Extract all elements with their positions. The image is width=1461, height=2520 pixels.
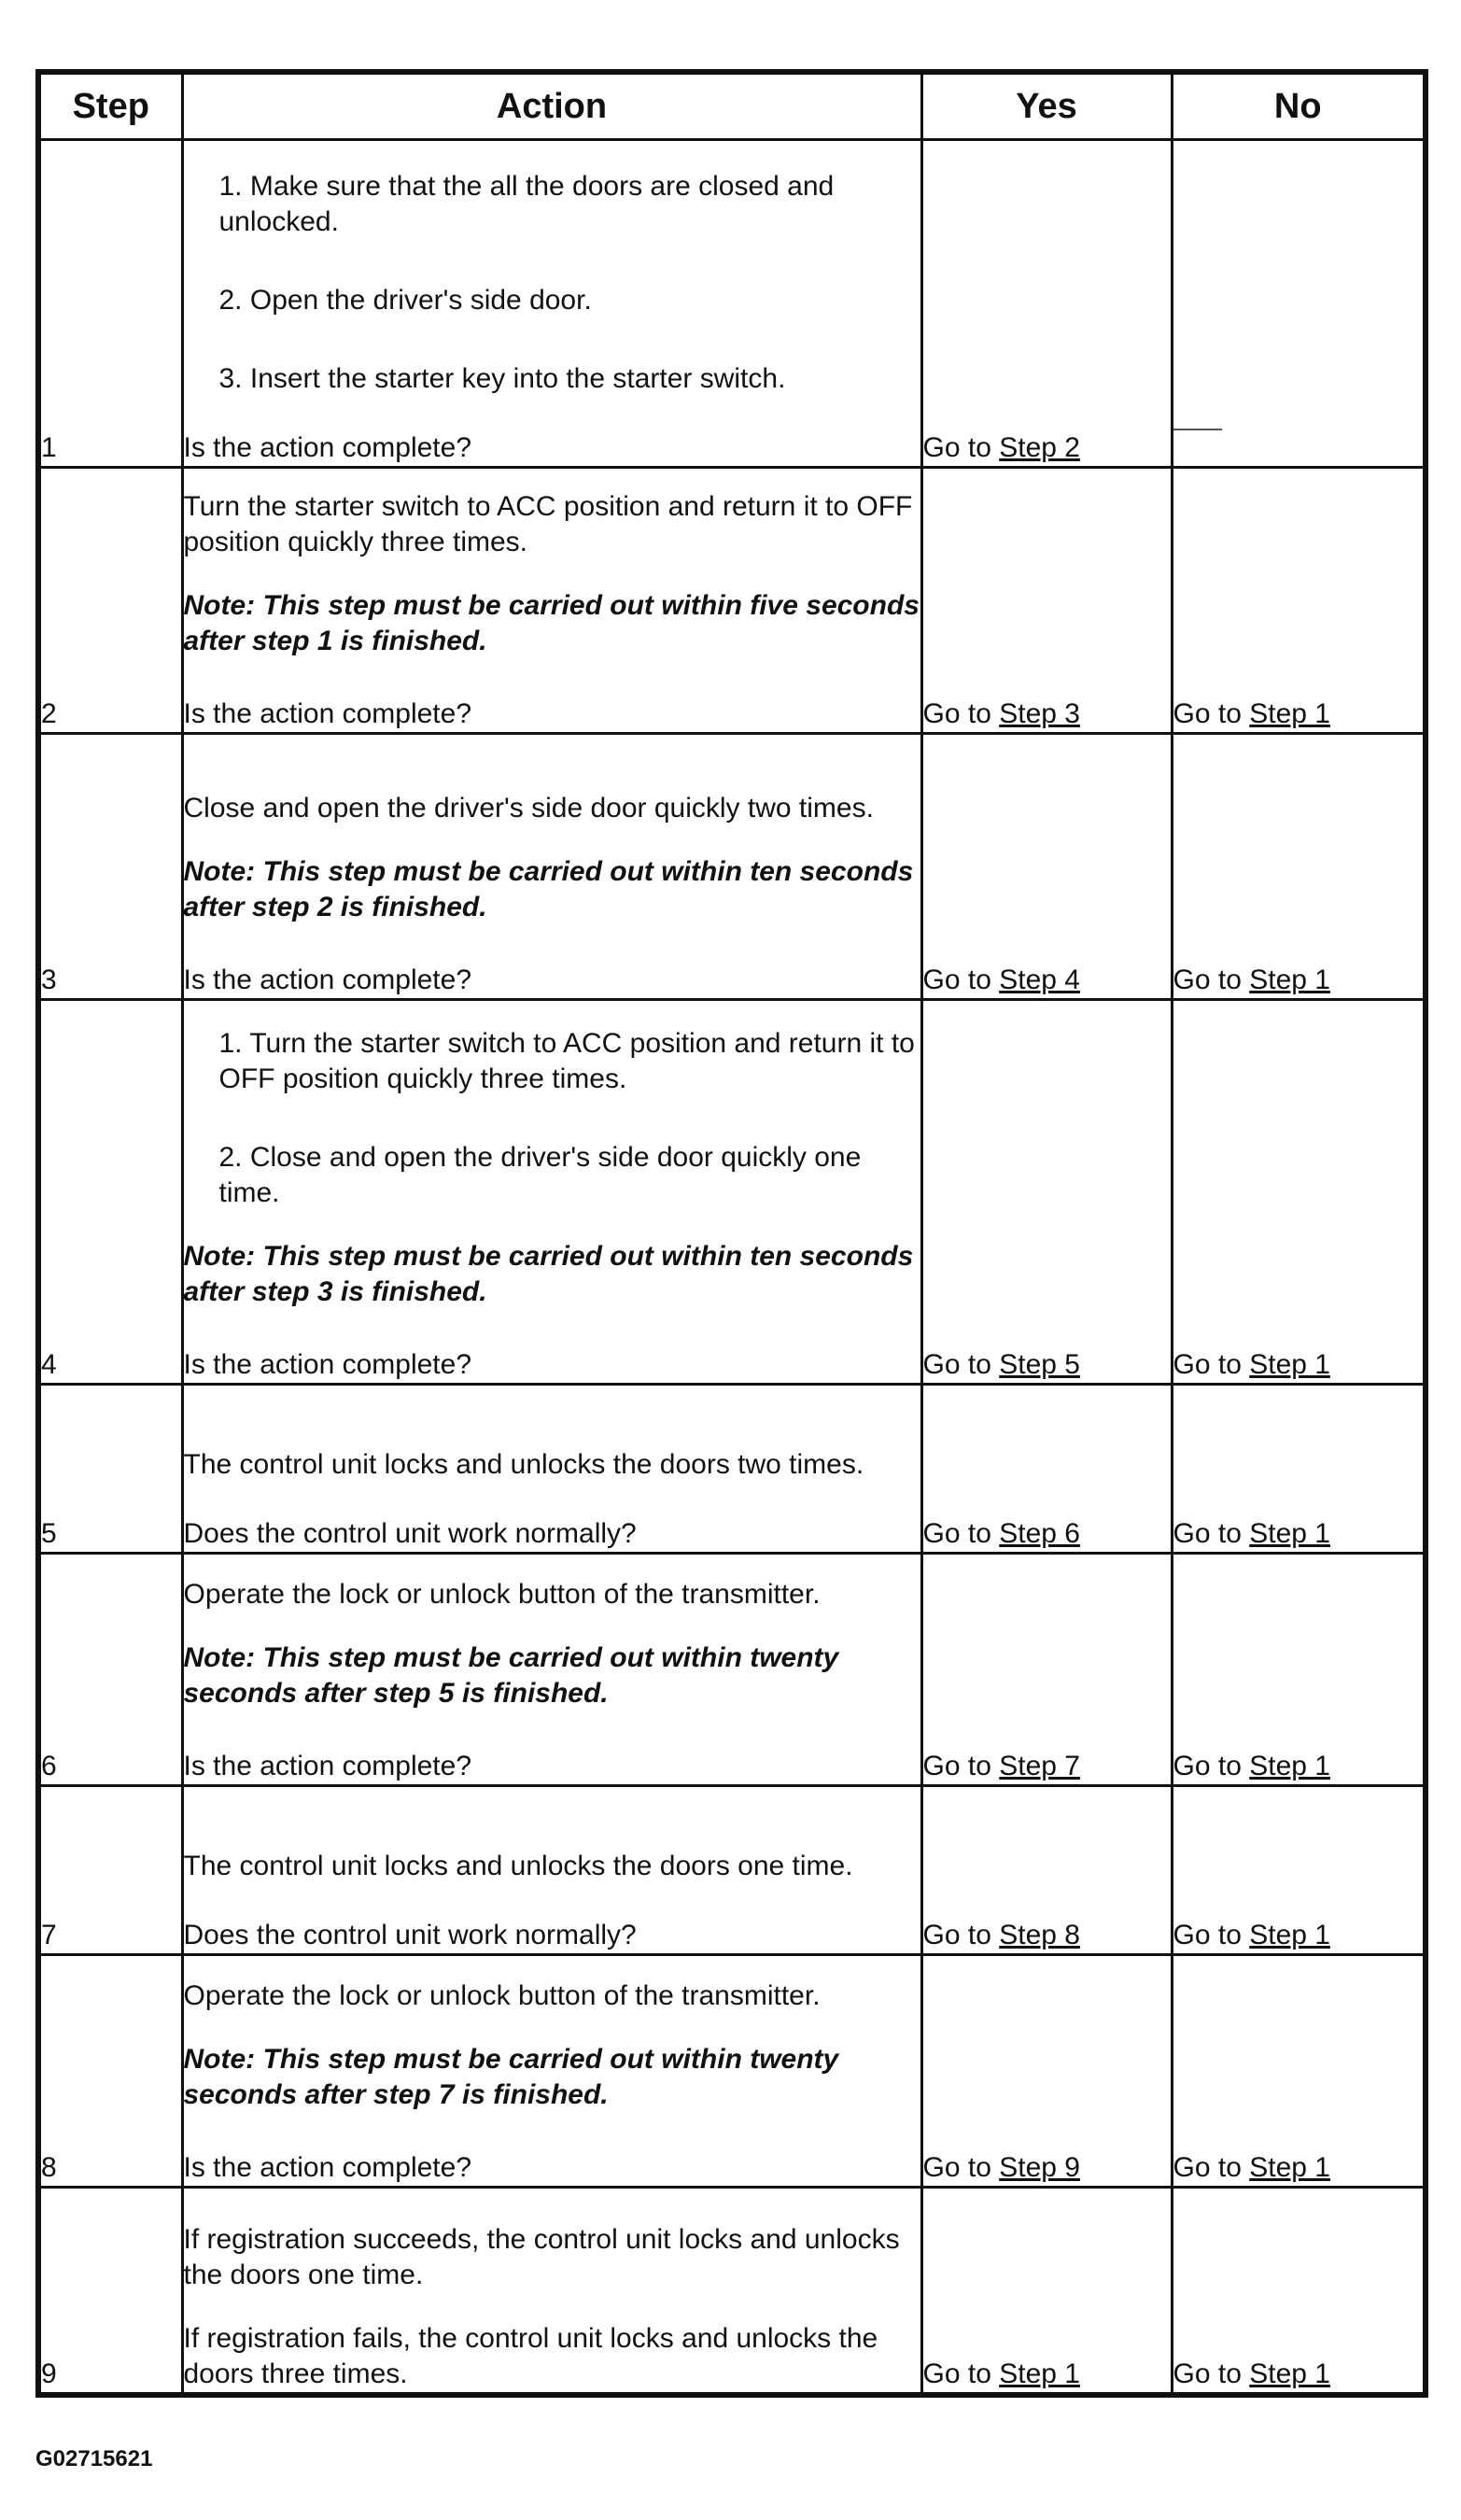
step-number: 7 (38, 1786, 182, 1955)
action-note: Note: This step must be carried out within five seconds after step 1 is finished. (183, 590, 920, 656)
step-link[interactable]: Step 1 (1249, 964, 1330, 995)
action-text: Close and open the driver's side door quickly two times. (183, 793, 874, 824)
step-link[interactable]: Step 1 (1249, 1518, 1330, 1549)
step-link[interactable]: Step 1 (1249, 1751, 1330, 1781)
goto-prefix: Go to (1173, 964, 1242, 995)
no-cell (1172, 1554, 1426, 1786)
no-cell (1172, 1955, 1426, 2188)
yes-cell (921, 1955, 1172, 2188)
goto-prefix: Go to (922, 1518, 991, 1549)
header-yes: Yes (921, 72, 1172, 140)
table-row (38, 468, 1426, 734)
action-text: Operate the lock or unlock button of the transmitter. (183, 1980, 821, 2011)
step-link[interactable]: Step 4 (999, 964, 1080, 995)
action-cell (182, 140, 921, 468)
step-link[interactable]: Step 7 (999, 1751, 1080, 1781)
step-link[interactable]: Step 5 (999, 1349, 1080, 1380)
table-row (38, 1955, 1426, 2188)
no-cell (1172, 140, 1426, 468)
yes-cell (921, 468, 1172, 734)
action-question: Is the action complete? (183, 1751, 472, 1781)
goto-prefix: Go to (922, 1349, 991, 1380)
table-row (38, 1554, 1426, 1786)
goto-prefix: Go to (1173, 1751, 1242, 1781)
goto-prefix: Go to (922, 2152, 991, 2183)
step-number: 2 (38, 468, 182, 734)
no-cell (1172, 1000, 1426, 1385)
yes-cell (921, 1000, 1172, 1385)
action-cell (182, 1554, 921, 1786)
step-link[interactable]: Step 6 (999, 1518, 1080, 1549)
action-question: Is the action complete? (183, 432, 472, 463)
action-text: Operate the lock or unlock button of the transmitter. (183, 1579, 821, 1610)
no-cell (1172, 1786, 1426, 1955)
action-text: The control unit locks and unlocks the doors two times. (183, 1449, 864, 1480)
goto-prefix: Go to (922, 964, 991, 995)
action-cell (182, 734, 921, 1000)
header-action: Action (182, 72, 921, 140)
action-cell (182, 468, 921, 734)
goto-prefix: Go to (922, 1920, 991, 1950)
goto-prefix: Go to (1173, 2358, 1242, 2389)
goto-prefix: Go to (1173, 1920, 1242, 1950)
step-number: 5 (38, 1385, 182, 1554)
yes-cell (921, 734, 1172, 1000)
goto-prefix: Go to (1173, 698, 1242, 729)
goto-prefix: Go to (922, 698, 991, 729)
step-number: 8 (38, 1955, 182, 2188)
table-row (38, 1786, 1426, 1955)
action-note: Note: This step must be carried out within twenty seconds after step 7 is finished. (183, 2044, 839, 2110)
no-cell (1172, 2188, 1426, 2396)
header-row (38, 72, 1426, 140)
header-no: No (1172, 72, 1426, 140)
step-link[interactable]: Step 3 (999, 698, 1080, 729)
step-link[interactable]: Step 1 (1249, 2152, 1330, 2183)
action-note: Note: This step must be carried out within twenty seconds after step 5 is finished. (183, 1642, 839, 1709)
yes-cell (921, 1554, 1172, 1786)
action-question: Is the action complete? (183, 1349, 472, 1380)
step-link[interactable]: Step 2 (999, 432, 1080, 463)
action-question: Is the action complete? (183, 698, 472, 729)
step-number: 4 (38, 1000, 182, 1385)
action-cell (182, 2188, 921, 2396)
goto-prefix: Go to (1173, 1518, 1242, 1549)
header-step: Step (38, 72, 182, 140)
yes-cell (921, 140, 1172, 468)
table-row (38, 1385, 1426, 1554)
action-substep: 1. Make sure that the all the doors are closed and unlocked. (218, 171, 835, 237)
action-note: Note: This step must be carried out within ten seconds after step 3 is finished. (183, 1241, 914, 1307)
no-cell (1172, 468, 1426, 734)
table-row (38, 2188, 1426, 2396)
table-row (38, 1000, 1426, 1385)
action-substep: 2. Open the driver's side door. (218, 285, 592, 316)
yes-cell (921, 2188, 1172, 2396)
step-link[interactable]: Step 9 (999, 2152, 1080, 2183)
step-link[interactable]: Step 1 (1249, 2358, 1330, 2389)
step-number: 6 (38, 1554, 182, 1786)
table-row (38, 734, 1426, 1000)
action-question: Does the control unit work normally? (183, 1518, 637, 1549)
action-cell (182, 1955, 921, 2188)
goto-prefix: Go to (1173, 2152, 1242, 2183)
action-text: Turn the starter switch to ACC position and return it to OFF position quickly three times. (183, 491, 913, 557)
action-text: If registration fails, the control unit locks and unlocks the doors three times. (183, 2323, 878, 2389)
step-number: 1 (38, 140, 182, 468)
action-substep: 1. Turn the starter switch to ACC position and return it to OFF position quickly three times. (218, 1028, 915, 1094)
step-link[interactable]: Step 1 (999, 2358, 1080, 2389)
step-link[interactable]: Step 1 (1249, 1920, 1330, 1950)
procedure-table (35, 69, 1428, 2398)
action-cell (182, 1000, 921, 1385)
action-text: The control unit locks and unlocks the doors one time. (183, 1851, 853, 1881)
yes-cell (921, 1786, 1172, 1955)
table-row (38, 140, 1426, 468)
goto-prefix: Go to (1173, 1349, 1242, 1380)
no-cell (1172, 1385, 1426, 1554)
action-question: Is the action complete? (183, 964, 472, 995)
goto-prefix: Go to (922, 1751, 991, 1781)
step-link[interactable]: Step 8 (999, 1920, 1080, 1950)
action-substep: 2. Close and open the driver's side door quickly one time. (218, 1142, 862, 1208)
action-text: If registration succeeds, the control unit locks and unlocks the doors one time. (183, 2224, 900, 2290)
no-cell (1172, 734, 1426, 1000)
action-note: Note: This step must be carried out within ten seconds after step 2 is finished. (183, 856, 914, 922)
action-substep: 3. Insert the starter key into the starter switch. (218, 363, 786, 394)
step-link[interactable]: Step 1 (1249, 698, 1330, 729)
goto-prefix: Go to (922, 432, 991, 463)
action-question: Does the control unit work normally? (183, 1920, 637, 1950)
action-cell (182, 1385, 921, 1554)
step-link[interactable]: Step 1 (1249, 1349, 1330, 1380)
step-number: 3 (38, 734, 182, 1000)
no-dash (1173, 429, 1222, 466)
figure-id: G02715621 (35, 2446, 153, 2471)
action-question: Is the action complete? (183, 2152, 472, 2183)
goto-prefix: Go to (922, 2358, 991, 2389)
step-number: 9 (38, 2188, 182, 2396)
action-cell (182, 1786, 921, 1955)
yes-cell (921, 1385, 1172, 1554)
